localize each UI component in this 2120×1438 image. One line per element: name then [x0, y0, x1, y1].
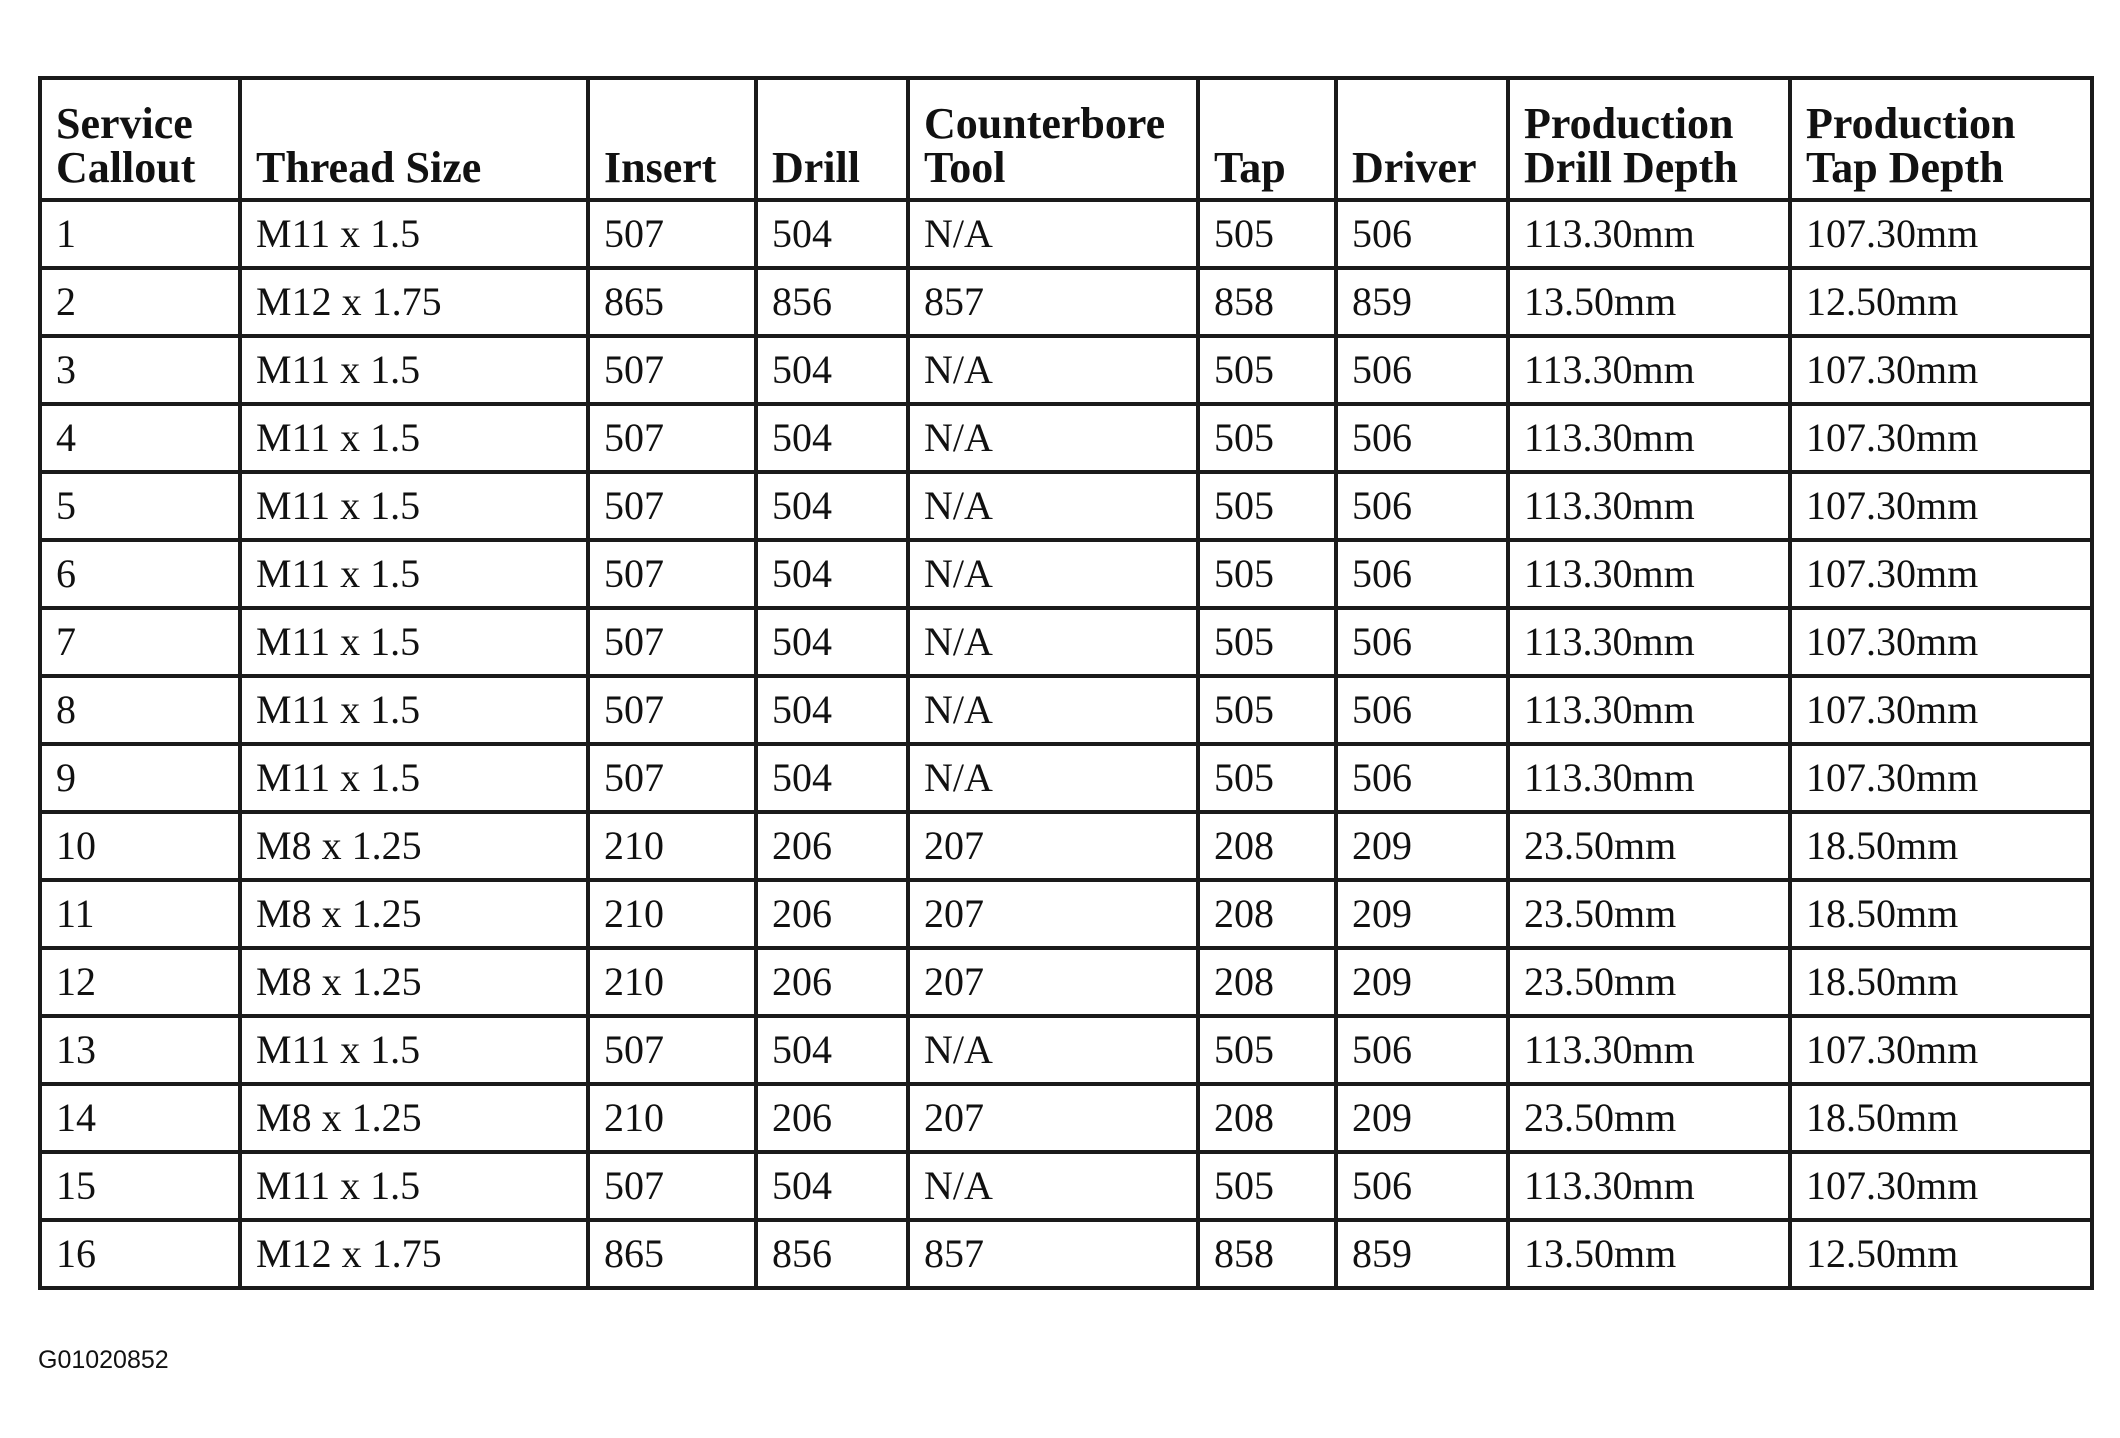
column-header-service-callout [40, 78, 240, 200]
table-row [40, 744, 2092, 812]
table-cell-driver: 506 [1336, 1016, 1508, 1084]
table-cell-production-drill-depth: 13.50mm [1508, 1220, 1790, 1288]
table-cell-production-tap-depth: 107.30mm [1790, 744, 2092, 812]
table-cell-production-tap-depth: 107.30mm [1790, 1152, 2092, 1220]
table-cell-tap: 505 [1198, 608, 1336, 676]
table-cell-production-tap-depth: 18.50mm [1790, 948, 2092, 1016]
table-cell-production-tap-depth: 107.30mm [1790, 1016, 2092, 1084]
table-cell-service-callout: 9 [40, 744, 240, 812]
table-cell-counterbore-tool: N/A [908, 1152, 1198, 1220]
table-cell-counterbore-tool: 207 [908, 812, 1198, 880]
table-cell-production-tap-depth: 107.30mm [1790, 472, 2092, 540]
table-cell-production-drill-depth: 113.30mm [1508, 472, 1790, 540]
column-header-line: Tool [924, 143, 1006, 192]
table-cell-production-drill-depth: 113.30mm [1508, 200, 1790, 268]
table-cell-counterbore-tool: N/A [908, 676, 1198, 744]
table-cell-tap: 858 [1198, 268, 1336, 336]
table-cell-production-tap-depth: 107.30mm [1790, 404, 2092, 472]
table-cell-production-drill-depth: 23.50mm [1508, 948, 1790, 1016]
table-cell-drill: 206 [756, 948, 908, 1016]
table-cell-service-callout: 7 [40, 608, 240, 676]
table-cell-tap: 505 [1198, 676, 1336, 744]
table-cell-production-drill-depth: 113.30mm [1508, 608, 1790, 676]
table-cell-insert: 210 [588, 880, 756, 948]
column-header-line: Tap Depth [1806, 143, 2004, 192]
table-cell-counterbore-tool: N/A [908, 540, 1198, 608]
table-cell-insert: 507 [588, 1152, 756, 1220]
table-cell-service-callout: 2 [40, 268, 240, 336]
table-cell-thread-size: M11 x 1.5 [240, 1152, 588, 1220]
column-header-line: Driver [1352, 143, 1477, 192]
table-cell-drill: 504 [756, 744, 908, 812]
table-row [40, 1084, 2092, 1152]
table-cell-thread-size: M11 x 1.5 [240, 676, 588, 744]
table-cell-tap: 505 [1198, 200, 1336, 268]
table-cell-counterbore-tool: N/A [908, 1016, 1198, 1084]
table-cell-counterbore-tool: 857 [908, 1220, 1198, 1288]
column-header-line: Production [1524, 99, 1734, 148]
table-cell-drill: 504 [756, 676, 908, 744]
table-cell-tap: 505 [1198, 540, 1336, 608]
table-row [40, 1152, 2092, 1220]
table-row [40, 948, 2092, 1016]
table-cell-counterbore-tool: 207 [908, 948, 1198, 1016]
table-row [40, 676, 2092, 744]
table-header [40, 78, 2092, 200]
table-cell-service-callout: 6 [40, 540, 240, 608]
table-cell-driver: 506 [1336, 404, 1508, 472]
table-cell-drill: 206 [756, 880, 908, 948]
table-cell-service-callout: 11 [40, 880, 240, 948]
table-cell-drill: 504 [756, 336, 908, 404]
table-cell-driver: 506 [1336, 540, 1508, 608]
table-cell-production-tap-depth: 18.50mm [1790, 1084, 2092, 1152]
table-cell-tap: 505 [1198, 1152, 1336, 1220]
table-cell-drill: 206 [756, 812, 908, 880]
table-cell-thread-size: M11 x 1.5 [240, 1016, 588, 1084]
column-header-line: Thread Size [256, 143, 482, 192]
table-cell-service-callout: 5 [40, 472, 240, 540]
table-cell-tap: 208 [1198, 880, 1336, 948]
table-cell-production-tap-depth: 18.50mm [1790, 812, 2092, 880]
table-cell-drill: 856 [756, 1220, 908, 1288]
table-cell-insert: 210 [588, 1084, 756, 1152]
column-header-insert [588, 78, 756, 200]
table-cell-service-callout: 12 [40, 948, 240, 1016]
table-cell-tap: 505 [1198, 744, 1336, 812]
table-cell-thread-size: M11 x 1.5 [240, 200, 588, 268]
column-header-production-drill-depth [1508, 78, 1790, 200]
table-cell-production-drill-depth: 23.50mm [1508, 812, 1790, 880]
table-row [40, 1220, 2092, 1288]
table-cell-service-callout: 13 [40, 1016, 240, 1084]
table-cell-production-tap-depth: 107.30mm [1790, 676, 2092, 744]
table-cell-insert: 507 [588, 676, 756, 744]
table-cell-driver: 506 [1336, 336, 1508, 404]
table-cell-counterbore-tool: N/A [908, 608, 1198, 676]
table-cell-thread-size: M11 x 1.5 [240, 744, 588, 812]
column-header-production-tap-depth [1790, 78, 2092, 200]
table-cell-service-callout: 4 [40, 404, 240, 472]
table-cell-insert: 865 [588, 1220, 756, 1288]
table-row [40, 200, 2092, 268]
table-cell-thread-size: M8 x 1.25 [240, 1084, 588, 1152]
table-cell-production-tap-depth: 107.30mm [1790, 336, 2092, 404]
table-cell-production-drill-depth: 13.50mm [1508, 268, 1790, 336]
table-cell-production-drill-depth: 113.30mm [1508, 676, 1790, 744]
table-cell-production-drill-depth: 113.30mm [1508, 1152, 1790, 1220]
table-cell-drill: 504 [756, 200, 908, 268]
table-cell-production-drill-depth: 23.50mm [1508, 880, 1790, 948]
table-cell-drill: 504 [756, 608, 908, 676]
table-cell-insert: 507 [588, 200, 756, 268]
table-cell-production-drill-depth: 113.30mm [1508, 336, 1790, 404]
table-cell-drill: 504 [756, 472, 908, 540]
column-header-line: Service [56, 99, 193, 148]
table-cell-thread-size: M8 x 1.25 [240, 812, 588, 880]
table-cell-drill: 504 [756, 404, 908, 472]
table-cell-thread-size: M11 x 1.5 [240, 540, 588, 608]
table-cell-driver: 506 [1336, 472, 1508, 540]
table-cell-production-drill-depth: 113.30mm [1508, 404, 1790, 472]
table-cell-counterbore-tool: N/A [908, 336, 1198, 404]
table-cell-production-drill-depth: 113.30mm [1508, 1016, 1790, 1084]
column-header-line: Callout [56, 143, 196, 192]
table-cell-service-callout: 3 [40, 336, 240, 404]
table-row [40, 608, 2092, 676]
table-cell-tap: 208 [1198, 812, 1336, 880]
table-cell-tap: 208 [1198, 948, 1336, 1016]
table-cell-insert: 507 [588, 744, 756, 812]
table-cell-service-callout: 14 [40, 1084, 240, 1152]
table-cell-driver: 859 [1336, 1220, 1508, 1288]
table-cell-driver: 209 [1336, 812, 1508, 880]
table-cell-thread-size: M11 x 1.5 [240, 472, 588, 540]
table-cell-thread-size: M8 x 1.25 [240, 880, 588, 948]
table-cell-drill: 504 [756, 1152, 908, 1220]
table-cell-production-tap-depth: 107.30mm [1790, 540, 2092, 608]
table-cell-service-callout: 15 [40, 1152, 240, 1220]
table-cell-production-drill-depth: 113.30mm [1508, 744, 1790, 812]
table-cell-counterbore-tool: N/A [908, 404, 1198, 472]
table-cell-insert: 210 [588, 812, 756, 880]
table-cell-driver: 859 [1336, 268, 1508, 336]
column-header-line: Tap [1214, 143, 1286, 192]
table-cell-thread-size: M8 x 1.25 [240, 948, 588, 1016]
table-cell-production-tap-depth: 107.30mm [1790, 608, 2092, 676]
table-cell-driver: 506 [1336, 676, 1508, 744]
table-row [40, 268, 2092, 336]
table-cell-counterbore-tool: N/A [908, 472, 1198, 540]
table-row [40, 812, 2092, 880]
table-row [40, 540, 2092, 608]
table-cell-tap: 505 [1198, 472, 1336, 540]
table-cell-drill: 856 [756, 268, 908, 336]
table-row [40, 404, 2092, 472]
column-header-counterbore-tool [908, 78, 1198, 200]
table-cell-service-callout: 1 [40, 200, 240, 268]
table-cell-insert: 507 [588, 1016, 756, 1084]
column-header-drill [756, 78, 908, 200]
column-header-tap [1198, 78, 1336, 200]
table-cell-drill: 206 [756, 1084, 908, 1152]
table-cell-drill: 504 [756, 540, 908, 608]
table-cell-production-tap-depth: 12.50mm [1790, 1220, 2092, 1288]
table-body [40, 200, 2092, 1288]
table-cell-tap: 858 [1198, 1220, 1336, 1288]
table-cell-service-callout: 10 [40, 812, 240, 880]
table-cell-service-callout: 16 [40, 1220, 240, 1288]
table-cell-production-drill-depth: 23.50mm [1508, 1084, 1790, 1152]
table-cell-insert: 507 [588, 608, 756, 676]
table-cell-insert: 507 [588, 336, 756, 404]
header-row [40, 78, 2092, 200]
column-header-driver [1336, 78, 1508, 200]
table-row [40, 1016, 2092, 1084]
table-cell-driver: 209 [1336, 1084, 1508, 1152]
table-cell-service-callout: 8 [40, 676, 240, 744]
table-cell-driver: 506 [1336, 744, 1508, 812]
table-cell-production-drill-depth: 113.30mm [1508, 540, 1790, 608]
column-header-thread-size [240, 78, 588, 200]
document [38, 76, 2090, 1290]
table-row [40, 336, 2092, 404]
table-cell-insert: 507 [588, 472, 756, 540]
table-cell-driver: 209 [1336, 948, 1508, 1016]
table-cell-driver: 506 [1336, 1152, 1508, 1220]
table-cell-drill: 504 [756, 1016, 908, 1084]
table-cell-counterbore-tool: 857 [908, 268, 1198, 336]
table-cell-insert: 507 [588, 540, 756, 608]
column-header-line: Counterbore [924, 99, 1166, 148]
column-header-line: Drill Depth [1524, 143, 1738, 192]
table-row [40, 472, 2092, 540]
table-cell-counterbore-tool: 207 [908, 1084, 1198, 1152]
table-cell-counterbore-tool: N/A [908, 200, 1198, 268]
table-cell-production-tap-depth: 107.30mm [1790, 200, 2092, 268]
specification-table [38, 76, 2094, 1290]
table-cell-thread-size: M12 x 1.75 [240, 1220, 588, 1288]
image-code: G01020852 [38, 1346, 169, 1374]
column-header-line: Insert [604, 143, 717, 192]
table-cell-tap: 505 [1198, 1016, 1336, 1084]
table-cell-counterbore-tool: 207 [908, 880, 1198, 948]
table-cell-counterbore-tool: N/A [908, 744, 1198, 812]
table-cell-thread-size: M11 x 1.5 [240, 608, 588, 676]
table-cell-tap: 505 [1198, 336, 1336, 404]
table-cell-tap: 208 [1198, 1084, 1336, 1152]
table-cell-thread-size: M11 x 1.5 [240, 404, 588, 472]
table-cell-driver: 209 [1336, 880, 1508, 948]
table-cell-insert: 210 [588, 948, 756, 1016]
column-header-line: Production [1806, 99, 2016, 148]
table-cell-insert: 865 [588, 268, 756, 336]
table-cell-production-tap-depth: 18.50mm [1790, 880, 2092, 948]
table-cell-thread-size: M12 x 1.75 [240, 268, 588, 336]
table-cell-tap: 505 [1198, 404, 1336, 472]
column-header-line: Drill [772, 143, 860, 192]
table-cell-thread-size: M11 x 1.5 [240, 336, 588, 404]
table-cell-driver: 506 [1336, 608, 1508, 676]
table-cell-driver: 506 [1336, 200, 1508, 268]
table-row [40, 880, 2092, 948]
table-cell-insert: 507 [588, 404, 756, 472]
table-cell-production-tap-depth: 12.50mm [1790, 268, 2092, 336]
